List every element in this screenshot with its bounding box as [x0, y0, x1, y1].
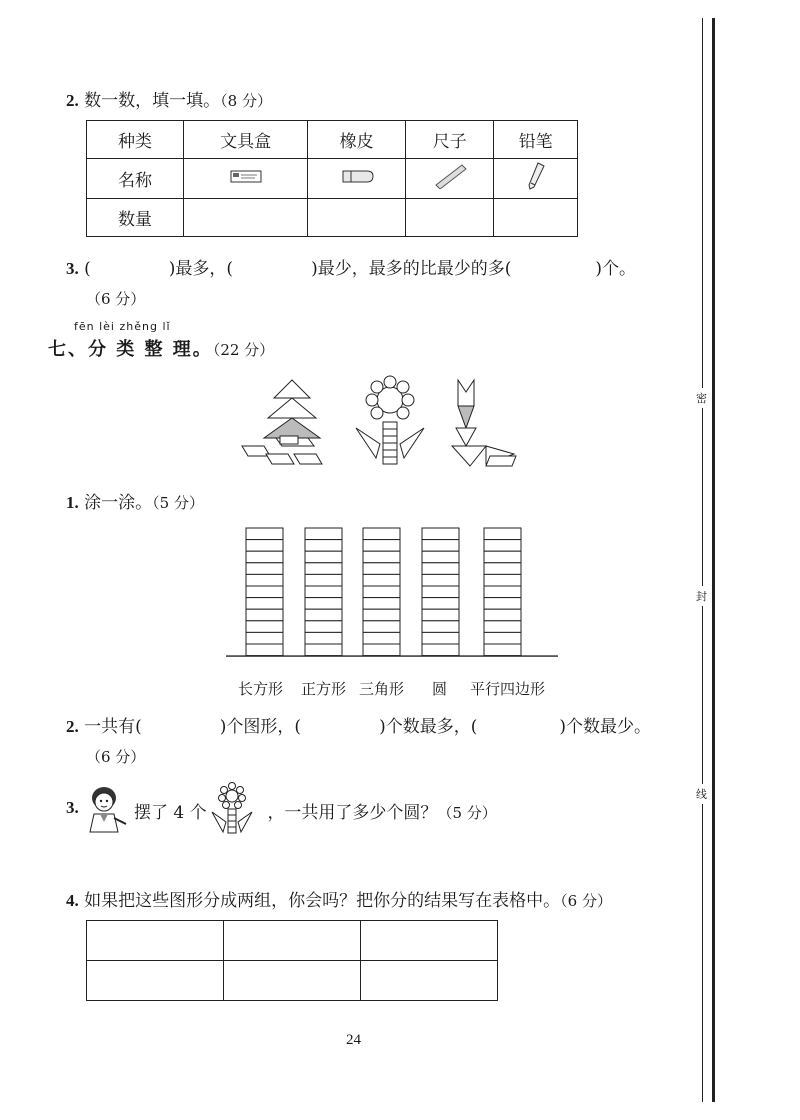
row-header-type: 种类	[87, 121, 184, 159]
s7-question-4: 4. 如果把这些图形分成两组，你会吗？把你分的结果写在表格中。（6 分）	[66, 891, 612, 911]
grid-cell[interactable]	[246, 644, 283, 656]
section-7-pinyin: fēn lèi zhěng lǐ	[74, 320, 171, 333]
grid-cell[interactable]	[422, 540, 459, 552]
question-2: 2. 数一数，填一填。（8 分）	[66, 91, 272, 111]
grid-cell[interactable]	[422, 598, 459, 610]
grid-cell[interactable]	[484, 586, 521, 598]
ruler-icon	[406, 159, 494, 199]
grid-cell[interactable]	[484, 621, 521, 633]
page-number: 24	[346, 1032, 361, 1048]
grid-cell[interactable]	[305, 563, 342, 575]
grid-cell[interactable]	[363, 644, 400, 656]
grid-cell[interactable]	[305, 540, 342, 552]
grid-cell[interactable]	[484, 609, 521, 621]
grid-cell[interactable]	[422, 528, 459, 540]
seal-char-mi: 密	[696, 388, 707, 408]
binding-line-left	[702, 18, 703, 1102]
grid-cell[interactable]	[305, 528, 342, 540]
grid-cell[interactable]	[363, 540, 400, 552]
grid-cell[interactable]	[363, 528, 400, 540]
grid-cell[interactable]	[363, 563, 400, 575]
seal-char-feng: 封	[696, 586, 707, 606]
quantity-cell-pencil[interactable]	[494, 199, 578, 237]
quantity-cell-pencil-case[interactable]	[184, 199, 308, 237]
grid-cell[interactable]	[422, 609, 459, 621]
grid-column-3	[363, 528, 400, 656]
grid-column-5	[484, 528, 521, 656]
group-cell[interactable]	[224, 921, 361, 961]
grid-cell[interactable]	[484, 632, 521, 644]
seal-char-xian: 线	[696, 784, 707, 804]
grid-column-2	[305, 528, 342, 656]
grid-cell[interactable]	[246, 540, 283, 552]
quantity-cell-eraser[interactable]	[308, 199, 406, 237]
group-cell[interactable]	[87, 921, 224, 961]
question-3-score: （6 分）	[86, 290, 146, 308]
s7-question-3-number: 3.	[66, 798, 79, 817]
grid-cell[interactable]	[246, 632, 283, 644]
grid-cell[interactable]	[484, 598, 521, 610]
s7-question-2-score: （6 分）	[86, 748, 146, 766]
question-3: 3. ( )最多，( )最少，最多的比最少的多( )个。	[66, 259, 636, 279]
category-label-parallelogram: 平行四边形	[470, 680, 546, 698]
grid-cell[interactable]	[422, 632, 459, 644]
grid-cell[interactable]	[484, 574, 521, 586]
s7-question-2: 2. 一共有( )个图形，( )个数最多，( )个数最少。	[66, 717, 651, 737]
grid-cell[interactable]	[246, 563, 283, 575]
grouping-table	[86, 920, 498, 1001]
group-cell[interactable]	[361, 921, 498, 961]
row-header-name: 名称	[87, 159, 184, 199]
pencil-case-icon	[184, 159, 308, 199]
grid-cell[interactable]	[363, 574, 400, 586]
grid-cell[interactable]	[422, 574, 459, 586]
figure-tree	[236, 378, 346, 468]
group-cell[interactable]	[224, 961, 361, 1001]
section-7-title: 七、分 类 整 理。（22 分）	[48, 339, 275, 360]
grid-cell[interactable]	[484, 540, 521, 552]
s7-question-3: 摆了 4 个 ，一共用了多少个圆？（5 分）	[134, 803, 497, 823]
grid-column-1	[246, 528, 283, 656]
grid-cell[interactable]	[246, 609, 283, 621]
grid-cell[interactable]	[484, 563, 521, 575]
grid-cell[interactable]	[363, 586, 400, 598]
grid-cell[interactable]	[484, 551, 521, 563]
grid-cell[interactable]	[246, 528, 283, 540]
s7-question-1: 1. 涂一涂。（5 分）	[66, 493, 204, 513]
grid-cell[interactable]	[246, 551, 283, 563]
col-ruler: 尺子	[406, 121, 494, 159]
category-label-circle: 圆	[432, 680, 448, 698]
grid-cell[interactable]	[246, 574, 283, 586]
pencil-icon	[494, 159, 578, 199]
grid-cell[interactable]	[363, 551, 400, 563]
category-label-rectangle: 长方形	[238, 680, 284, 698]
group-cell[interactable]	[361, 961, 498, 1001]
figure-flower	[350, 372, 430, 468]
binding-line-right	[712, 18, 715, 1102]
grid-cell[interactable]	[363, 621, 400, 633]
grid-cell[interactable]	[246, 598, 283, 610]
grid-cell[interactable]	[484, 528, 521, 540]
grid-cell[interactable]	[246, 586, 283, 598]
grid-cell[interactable]	[305, 574, 342, 586]
grid-cell[interactable]	[422, 621, 459, 633]
grid-cell[interactable]	[305, 621, 342, 633]
grid-cell[interactable]	[305, 632, 342, 644]
grid-column-4	[422, 528, 459, 656]
grid-cell[interactable]	[363, 632, 400, 644]
coloring-chart	[226, 522, 566, 672]
count-table	[86, 120, 578, 237]
grid-cell[interactable]	[305, 551, 342, 563]
category-label-triangle: 三角形	[359, 680, 405, 698]
grid-cell[interactable]	[422, 586, 459, 598]
col-pencil-case: 文具盒	[184, 121, 308, 159]
grid-cell[interactable]	[305, 644, 342, 656]
category-label-square: 正方形	[301, 680, 347, 698]
col-pencil: 铅笔	[494, 121, 578, 159]
grid-cell[interactable]	[422, 644, 459, 656]
grid-cell[interactable]	[305, 598, 342, 610]
quantity-cell-ruler[interactable]	[406, 199, 494, 237]
eraser-icon	[308, 159, 406, 199]
figure-cat	[446, 376, 522, 470]
grid-cell[interactable]	[246, 621, 283, 633]
student-illustration	[82, 784, 134, 836]
row-header-quantity: 数量	[87, 199, 184, 237]
grid-cell[interactable]	[422, 563, 459, 575]
grid-cell[interactable]	[305, 586, 342, 598]
grid-cell[interactable]	[305, 609, 342, 621]
grid-cell[interactable]	[484, 644, 521, 656]
group-cell[interactable]	[87, 961, 224, 1001]
col-eraser: 橡皮	[308, 121, 406, 159]
flower-small-icon	[208, 780, 256, 836]
grid-cell[interactable]	[363, 609, 400, 621]
grid-cell[interactable]	[422, 551, 459, 563]
grid-cell[interactable]	[363, 598, 400, 610]
